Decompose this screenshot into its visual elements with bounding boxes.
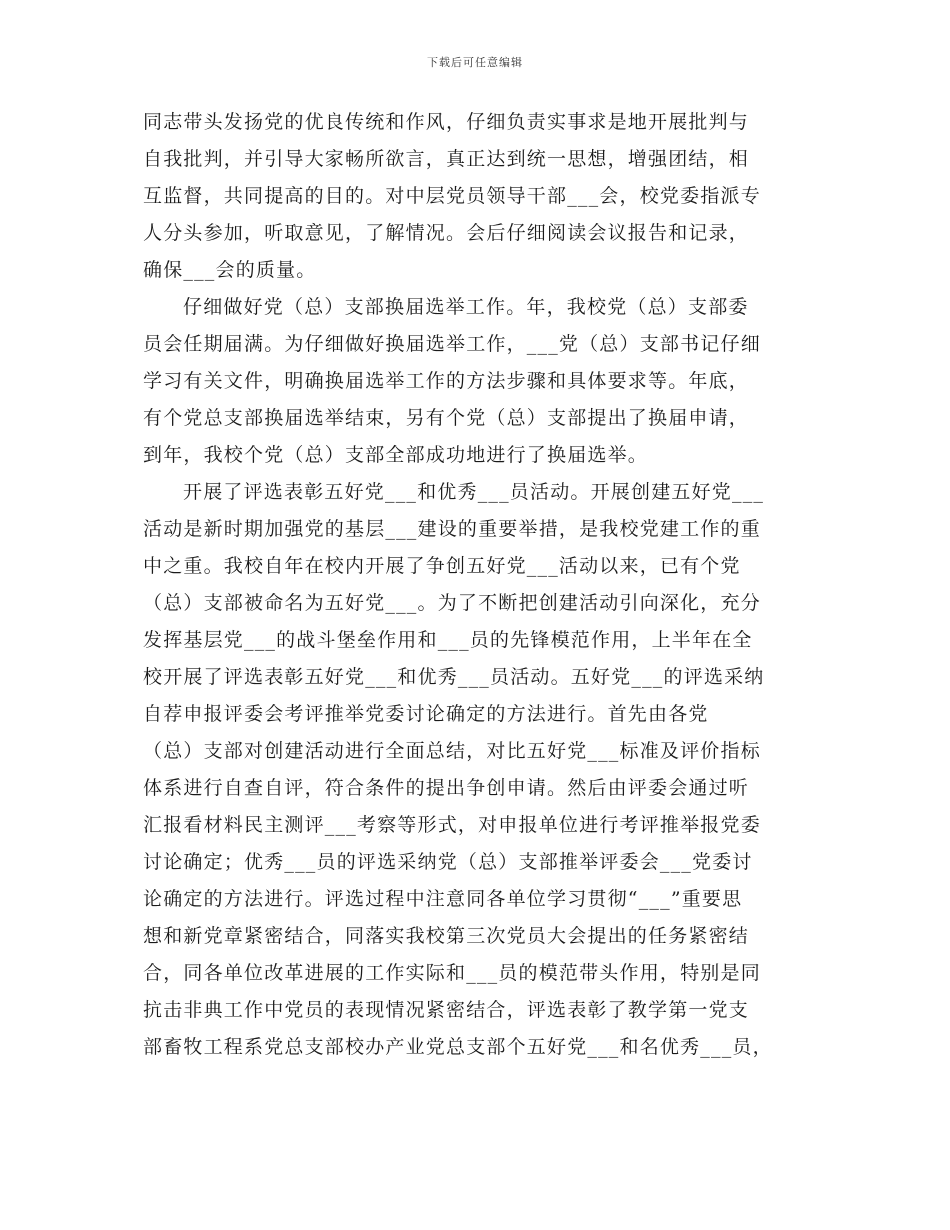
- text-line: 活动是新时期加强党的基层___建设的重要举措，是我校党建工作的重: [143, 518, 761, 540]
- text-line: 想和新党章紧密结合，同落实我校第三次党员大会提出的任务紧密结: [143, 925, 750, 947]
- paragraph: [143, 474, 823, 1066]
- text-line: 汇报看材料民主测评___考察等形式，对申报单位进行考评推举报党委: [143, 814, 761, 836]
- text-line: 校开展了评选表彰五好党___和优秀___员活动。五好党___的评选采纳: [143, 666, 765, 688]
- document-body: [143, 104, 823, 1066]
- text-line: 自我批判，并引导大家畅所欲言，真正达到统一思想，增强团结，相: [143, 148, 750, 170]
- text-line: 体系进行自查自评，符合条件的提出争创申请。然后由评委会通过听: [143, 777, 750, 799]
- text-line: 确保___会的质量。: [143, 259, 317, 281]
- text-line: 合，同各单位改革进展的工作实际和___员的模范带头作用，特别是同: [143, 962, 761, 984]
- text-line: 学习有关文件，明确换届选举工作的方法步骤和具体要求等。年底，: [143, 370, 750, 392]
- paragraph: [143, 104, 823, 289]
- text-line: 到年，我校个党（总）支部全部成功地进行了换届选举。: [143, 444, 649, 466]
- text-line: 人分头参加，听取意见，了解情况。会后仔细阅读会议报告和记录，: [143, 222, 750, 244]
- text-line: 讨论确定；优秀___员的评选采纳党（总）支部推举评委会___党委讨: [143, 851, 753, 873]
- text-line: 抗击非典工作中党员的表现情况紧密结合，评选表彰了教学第一党支: [143, 999, 750, 1021]
- text-line: 自荐申报评委会考评推举党委讨论确定的方法进行。首先由各党: [143, 703, 709, 725]
- text-line: 员会任期届满。为仔细做好换届选举工作，___党（总）支部书记仔细: [143, 333, 761, 355]
- text-line: 互监督，共同提高的目的。对中层党员领导干部___会，校党委指派专: [143, 185, 761, 207]
- text-line: 开展了评选表彰五好党___和优秀___员活动。开展创建五好党___: [183, 481, 765, 503]
- text-line: （总）支部被命名为五好党___。为了不断把创建活动引向深化，充分: [143, 592, 761, 614]
- text-line: 有个党总支部换届选举结束，另有个党（总）支部提出了换届申请，: [143, 407, 750, 429]
- text-line: 发挥基层党___的战斗堡垒作用和___员的先锋模范作用，上半年在全: [143, 629, 753, 651]
- paragraph: [143, 289, 823, 474]
- text-line: 同志带头发扬党的优良传统和作风，仔细负责实事求是地开展批判与: [143, 111, 750, 133]
- text-line: 仔细做好党（总）支部换届选举工作。年，我校党（总）支部委: [183, 296, 749, 318]
- text-line: 中之重。我校自年在校内开展了争创五好党___活动以来，已有个党: [143, 555, 741, 577]
- text-line: （总）支部对创建活动进行全面总结，对比五好党___标准及评价指标: [143, 740, 761, 762]
- page-header-note: 下载后可任意编辑: [427, 56, 523, 69]
- text-line: 部畜牧工程系党总支部校办产业党总支部个五好党___和名优秀___员，: [143, 1036, 773, 1058]
- text-line: 论确定的方法进行。评选过程中注意同各单位学习贯彻“___”重要思: [143, 888, 743, 910]
